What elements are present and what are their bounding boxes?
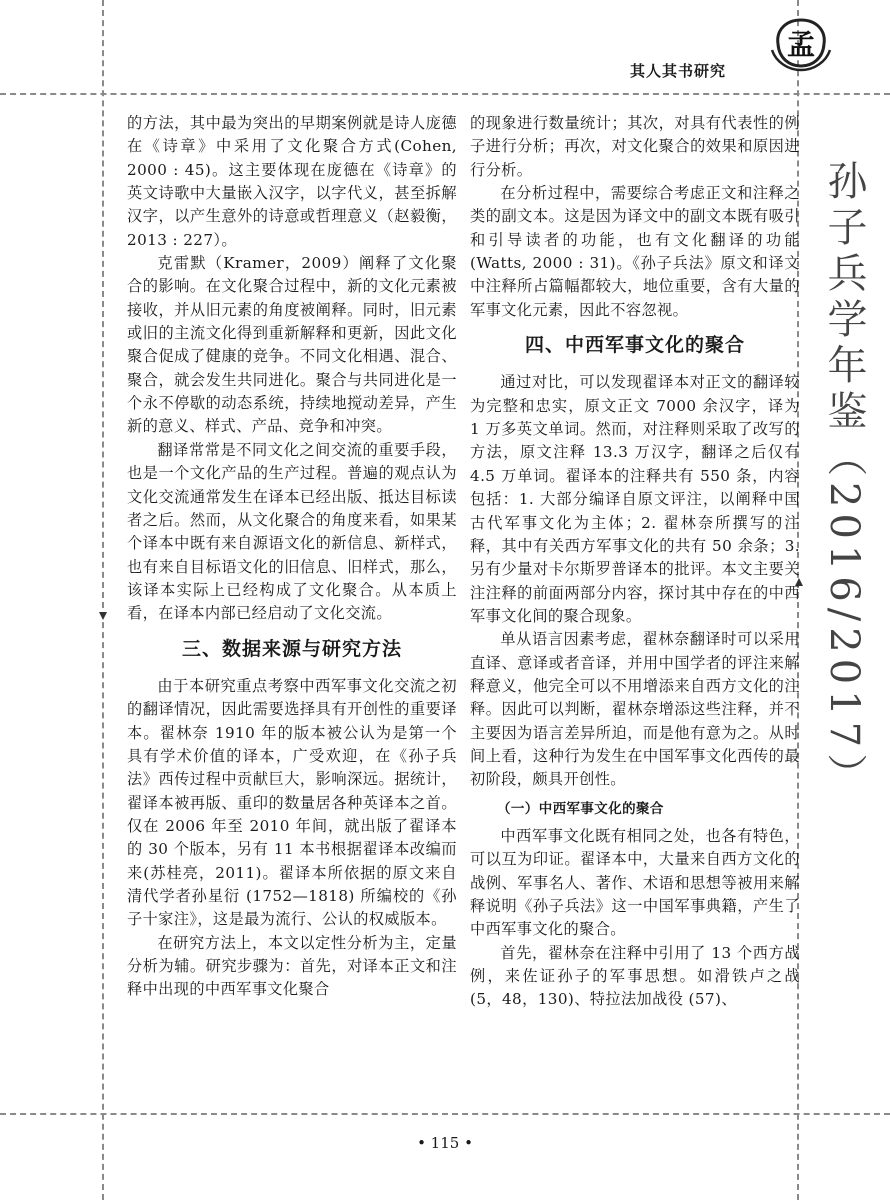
paragraph: 的方法，其中最为突出的早期案例就是诗人庞德在《诗章》中采用了文化聚合方式(Cohen, 2000 : 45)。这主要体现在庞德在《诗章》的英文诗歌中大量嵌入汉字，以字代义，甚至拆解汉字，以产生意外的诗意或哲理意义（赵毅衡，2013 : 227）。 bbox=[127, 114, 457, 249]
footer-divider-line bbox=[0, 1113, 890, 1115]
paragraph: 中西军事文化既有相同之处，也各有特色，可以互为印证。翟译本中，大量来自西方文化的战例、军事名人、著作、术语和思想等被用来解释说明《孙子兵法》这一中国军事典籍，产生了中西军事文化的聚合。 bbox=[470, 826, 800, 939]
section-title: 其人其书研究 bbox=[630, 62, 727, 80]
right-column bbox=[470, 112, 800, 1012]
section-heading: 三、数据来源与研究方法 bbox=[181, 637, 402, 660]
page-number: • 115 • bbox=[417, 1134, 473, 1152]
paragraph: 翻译常常是不同文化之间交流的重要手段，也是一个文化产品的生产过程。普遍的观点认为文化交流通常发生在译本已经出版、抵达目标读者之后。然而，从文化聚合的角度来看，如果某个译本中既有来自源语文化的新信息、新样式，也有来自目标语文化的旧信息、旧样式，那么，该译本实际上已经构成了文化聚合。从本质上看，在译本内部已经启动了文化交流。 bbox=[127, 440, 457, 623]
margin-arrow-down-icon bbox=[99, 612, 107, 620]
journal-logo-icon bbox=[768, 14, 834, 78]
paragraph: 单从语言因素考虑，翟林奈翻译时可以采用直译、意译或者音译，并用中国学者的评注来解释意义，他完全可以不用增添来自西方文化的注释。因此可以判断，翟林奈增添这些注释，并不主要因为语言差异所迫，而是他有意为之。从时间上看，这种行为发生在中国军事文化西传的最初阶段，颇具开创性。 bbox=[470, 630, 800, 789]
left-column bbox=[127, 112, 457, 1002]
header-divider-line bbox=[0, 93, 890, 95]
paragraph: 通过对比，可以发现翟译本对正文的翻译较为完整和忠实，原文正文 7000 余汉字，译为 1 万多英文单词。然而，对注释则采取了改写的方法，原文注释 13.3 万汉字，翻译之后仅有 4.5 万单词。翟译本的注释共有 550 条，内容包括：1. 大部分编译自原文评注，以阐释中国古代军事文化为主体；2. 翟林奈所撰写的注释，其中有关西方军事文化的共有 50 余条；3. 另有少量对卡尔斯罗普译本的批评。本文主要关注注释的前面两部分内容，探讨其中存在的中西军事文化间的聚合现象。 bbox=[470, 373, 800, 625]
paragraph: 首先，翟林奈在注释中引用了 13 个西方战例，来佐证孙子的军事思想。如滑铁卢之战 (5，48，130)、特拉法加战役 (57)、 bbox=[470, 943, 800, 1009]
paragraph: 克雷默（Kramer，2009）阐释了文化聚合的影响。在文化聚合过程中，新的文化元素被接收，并从旧元素的角度被阐释。同时，旧元素或旧的主流文化得到重新解释和更新，因此文化聚合促成了健康的竞争。不同文化相遇、混合、聚合，就会发生共同进化。聚合与共同进化是一个永不停歇的动态系统，持续地搅动差异，产生新的意义、样式、产品、竞争和冲突。 bbox=[127, 254, 457, 436]
subsection-heading: （一）中西军事文化的聚合 bbox=[497, 800, 664, 817]
yearbook-side-title: 孙子兵学年鉴（2016/2017） bbox=[821, 160, 867, 800]
section-heading: 四、中西军事文化的聚合 bbox=[524, 334, 745, 357]
logo-char: 孟 bbox=[786, 28, 816, 61]
left-margin-guide bbox=[102, 0, 104, 1200]
paragraph: 在研究方法上，本文以定性分析为主，定量分析为辅。研究步骤为：首先，对译本正文和注释中出现的中西军事文化聚合 bbox=[127, 933, 457, 999]
paragraph: 的现象进行数量统计；其次，对具有代表性的例子进行分析；再次，对文化聚合的效果和原因进行分析。 bbox=[470, 114, 800, 179]
paragraph: 在分析过程中，需要综合考虑正文和注释之类的副文本。这是因为译文中的副文本既有吸引和引导读者的功能，也有文化翻译的功能 (Watts, 2000 : 31)。《孙子兵法》原文和译文中注释所占篇幅都较大，地位重要，含有大量的军事文化元素，因此不容忽视。 bbox=[470, 184, 800, 319]
paragraph: 由于本研究重点考察中西军事文化交流之初的翻译情况，因此需要选择具有开创性的重要译本。翟林奈 1910 年的版本被公认为是第一个具有学术价值的译本，广受欢迎，在《孙子兵法》西传过程中贡献巨大，影响深远。据统计，翟译本被再版、重印的数量居各种英译本之首。仅在 2006 年至 2010 年间，就出版了翟译本的 30 个版本，另有 11 本书根据翟译本改编而来(苏桂亮，2011)。翟译本所依据的原文来自清代学者孙星衍 (1752—1818) 所编校的《孙子十家注》，这是最为流行、公认的权威版本。 bbox=[127, 676, 457, 929]
